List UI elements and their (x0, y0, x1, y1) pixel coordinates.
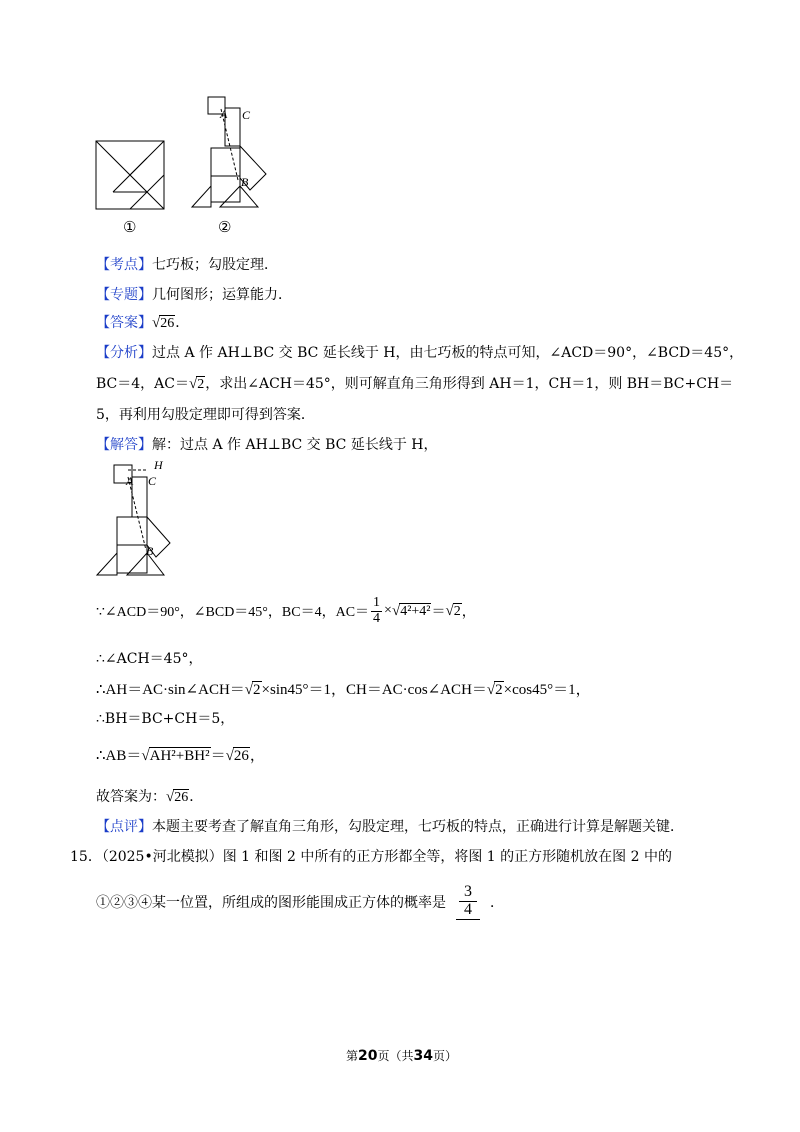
point-A-label: A (220, 107, 228, 121)
frac-den: 4 (373, 610, 381, 626)
daan-value: 26 (160, 316, 175, 331)
sol-line5-eq: ＝ (210, 748, 226, 764)
sol-line3-rad: 2 (253, 682, 261, 698)
dianping-text: 本题主要考查了解直角三角形，勾股定理，七巧板的特点，正确进行计算是解题关键． (152, 819, 684, 835)
sol-point-C-label: C (148, 474, 157, 488)
sol-line5-rad: AH²+BH² (149, 748, 210, 764)
page-footer (346, 1047, 457, 1064)
sol-line6-a: 故答案为： (96, 789, 166, 805)
figure1-label: ① (123, 220, 137, 236)
sol-line3-a: ∴AH＝AC·sin∠ACH＝ (96, 682, 245, 698)
dianping-line (96, 816, 684, 836)
q15-text-2: ①②③④某一位置，所组成的图形能围成正方体的概率是 (96, 894, 446, 911)
sol-line2: ∴∠ACH＝45°， (96, 651, 203, 667)
daan-end: ． (175, 315, 190, 331)
point-C-label: C (242, 108, 251, 122)
footer-pre: 第 (346, 1049, 359, 1063)
footer-total-pages: 34 (413, 1048, 433, 1064)
solution-line1: ∵∠ACD＝90°，∠BCD＝45°，BC＝4，AC＝ $\frac{1}{4}$ × √ 4²+4² ＝ √ 2 ， (96, 595, 476, 626)
point-B-label: B (241, 175, 249, 189)
point-H-label: H (154, 458, 163, 472)
solution-line6: 故答案为：√26． (96, 789, 204, 805)
kaodian-line (96, 254, 278, 274)
kaodian-text: 七巧板；勾股定理． (152, 257, 278, 273)
sol-line5-end: ， (249, 748, 265, 764)
q15-answer-num: 3 (464, 883, 472, 900)
sol-line1-eq: ＝ (431, 605, 446, 621)
jieda-text: 解：过点 A 作 AH⊥BC 交 BC 延长线于 H， (152, 437, 438, 453)
fenxi-line1 (96, 342, 743, 362)
tangram-person-figure (192, 97, 266, 207)
solution-line5: ∴AB＝√AH²+BH²＝√26， (96, 748, 265, 764)
tangram-solution-figure (92, 455, 182, 580)
sol-line5-res: 26 (233, 748, 249, 764)
fenxi-text-2b: ，求出∠ACH＝45°，则可解直角三角形得到 AH＝1，CH＝1，则 BH＝BC+CH＝ (205, 376, 734, 392)
jieda-tag: 【解答】 (96, 437, 152, 453)
fenxi-tag: 【分析】 (96, 345, 152, 361)
daan-tag: 【答案】 (96, 315, 152, 331)
figure2-label: ② (218, 220, 232, 236)
fraction-one-quarter (371, 596, 382, 626)
solution-line3: ∴AH＝AC·sin∠ACH＝√2×sin45°＝1，CH＝AC·cos∠ACH＝√2×cos45°＝1， (96, 682, 591, 698)
sol-point-B-label: B (146, 544, 154, 558)
fenxi-text-3: 5，再利用勾股定理即可得到答案． (96, 407, 315, 423)
q15-line2 (96, 884, 504, 920)
sol-line1-rad: 4²+4² (400, 603, 431, 619)
footer-mid: 页（共 (377, 1049, 414, 1063)
q15-text-1: （2025•河北模拟）图 1 和图 2 中所有的正方形都全等，将图 1 的正方形随机放在图 2 中的 (101, 849, 672, 865)
sol-line3-c: ×cos45°＝1， (503, 682, 591, 698)
fenxi-line2: BC＝4，AC＝√2，求出∠ACH＝45°，则可解直角三角形得到 AH＝1，CH＝1，则 BH＝BC+CH＝ (96, 376, 734, 392)
sol-line1-res: 2 (453, 603, 461, 619)
sol-point-A-label: A (126, 474, 134, 488)
sol-line3-b: ×sin45°＝1，CH＝AC·cos∠ACH＝ (261, 682, 487, 698)
q15-answer-den: 4 (456, 902, 480, 920)
zhuanti-tag: 【专题】 (96, 287, 152, 303)
q15-number: 15． (70, 849, 102, 865)
sol-line1-times: × (384, 603, 392, 619)
solution-line2 (96, 648, 202, 668)
sol-line6-end: ． (189, 789, 204, 805)
footer-page-number: 20 (358, 1048, 378, 1064)
solution-line4 (96, 708, 234, 728)
q15-answer (456, 884, 480, 920)
zhuanti-text: 几何图形；运算能力． (152, 287, 292, 303)
fenxi-line3 (96, 404, 315, 424)
fenxi-text-1: 过点 A 作 AH⊥BC 交 BC 延长线于 H，由七巧板的特点可知，∠ACD＝90°，∠BCD＝45°， (152, 345, 744, 361)
sol-line1-a: ∵∠ACD＝90°，∠BCD＝45°，BC＝4，AC＝ (96, 605, 370, 621)
tangram-figures (90, 90, 290, 240)
kaodian-tag: 【考点】 (96, 257, 152, 273)
sol-line4: ∴BH＝BC+CH＝5， (96, 711, 235, 727)
sol-line6-rad: 26 (174, 790, 189, 805)
fenxi-rad: 2 (197, 377, 205, 392)
sol-line1-end: ， (461, 605, 476, 621)
q15-end: ． (490, 894, 504, 911)
fenxi-text-2a: BC＝4，AC＝ (96, 376, 189, 392)
frac-num: 1 (373, 595, 381, 610)
dianping-tag: 【点评】 (96, 819, 152, 835)
zhuanti-line (96, 284, 292, 304)
footer-post: 页） (433, 1049, 458, 1063)
jieda-line (96, 434, 437, 454)
q15-line1 (70, 846, 672, 866)
sol-line5-a: ∴AB＝ (96, 748, 142, 764)
tangram-square-figure (96, 141, 164, 209)
daan-line: 【答案】√26． (96, 315, 190, 331)
sol-line3-rad2: 2 (495, 682, 503, 698)
